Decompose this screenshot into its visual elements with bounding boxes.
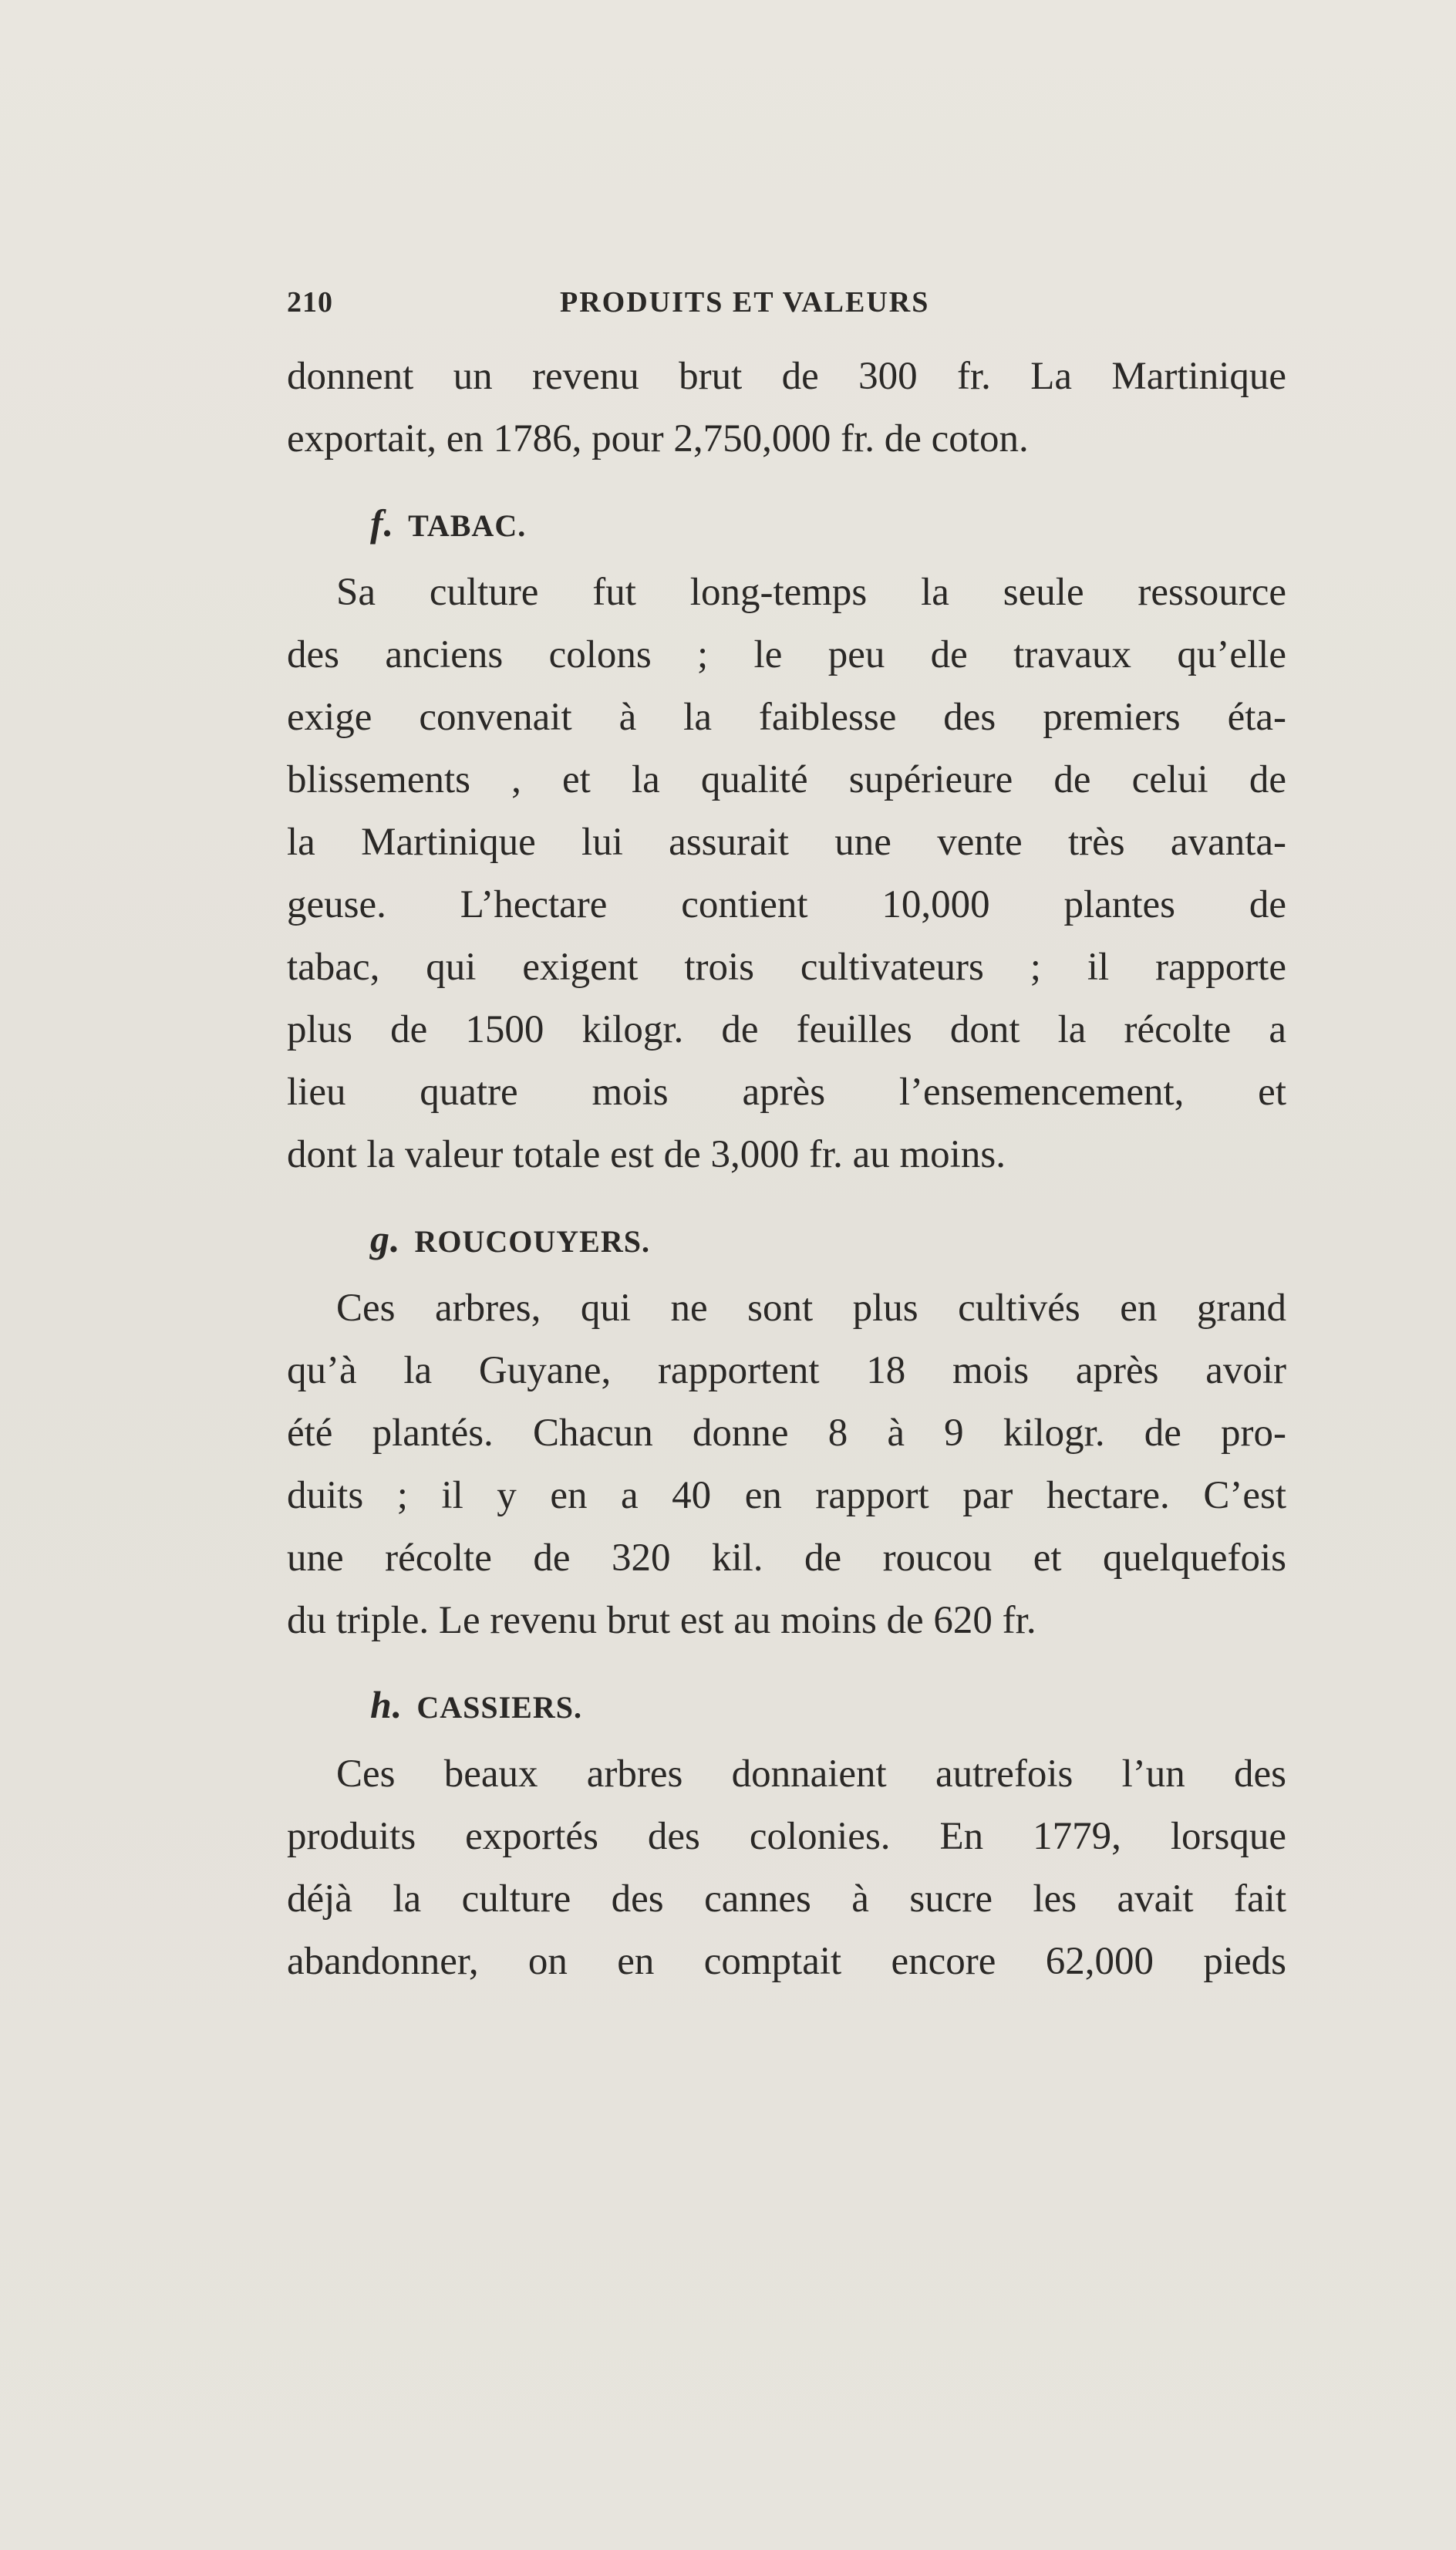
text-line: Sa culture fut long-temps la seule ressource [336, 571, 1286, 614]
section-letter: g. [370, 1217, 401, 1260]
section-letter: f. [370, 501, 395, 545]
text-line: déjà la culture des cannes à sucre les avait fait [287, 1877, 1286, 1921]
text-line: lieu quatre mois après l’ensemencement, et [287, 1071, 1286, 1114]
text-line: Ces beaux arbres donnaient autrefois l’un des [336, 1752, 1286, 1796]
text-line: tabac, qui exigent trois cultivateurs ; il rapporte [287, 946, 1286, 989]
text-line: exportait, en 1786, pour 2,750,000 fr. de coton. [287, 417, 1029, 460]
text-line: dont la valeur totale est de 3,000 fr. au moins. [287, 1133, 1006, 1176]
text-line: blissements , et la qualité supérieure de celui de [287, 758, 1286, 801]
section-title: TABAC. [408, 508, 527, 543]
text-line: geuse. L’hectare contient 10,000 plantes de [287, 883, 1286, 926]
section-heading-cassiers [287, 1669, 1286, 1740]
text-line: duits ; il y en a 40 en rapport par hectare. C’est [287, 1474, 1286, 1517]
section-heading-roucouyers [287, 1203, 1286, 1274]
text-line: abandonner, on en comptait encore 62,000 pieds [287, 1940, 1286, 1983]
text-line: exige convenait à la faiblesse des premiers éta- [287, 696, 1286, 739]
page-number: 210 [287, 286, 333, 319]
text-line: Ces arbres, qui ne sont plus cultivés en grand [336, 1287, 1286, 1330]
text-line: qu’à la Guyane, rapportent 18 mois après avoir [287, 1349, 1286, 1392]
section-title: ROUCOUYERS. [414, 1224, 650, 1259]
page-header [287, 285, 1289, 332]
text-line: été plantés. Chacun donne 8 à 9 kilogr. de pro- [287, 1412, 1286, 1455]
text-line: du triple. Le revenu brut est au moins de 620 fr. [287, 1599, 1036, 1642]
text-line: des anciens colons ; le peu de travaux qu’elle [287, 633, 1286, 676]
body-text [287, 346, 1286, 1993]
text-line: la Martinique lui assurait une vente très avanta- [287, 821, 1286, 864]
text-line: une récolte de 320 kil. de roucou et quelquefois [287, 1536, 1286, 1580]
text-line: produits exportés des colonies. En 1779, lorsque [287, 1815, 1286, 1858]
section-letter: h. [370, 1683, 403, 1726]
text-line: donnent un revenu brut de 300 fr. La Martinique [287, 355, 1286, 398]
section-heading-tabac [287, 487, 1286, 558]
text-line: plus de 1500 kilogr. de feuilles dont la récolte a [287, 1008, 1286, 1051]
running-title: PRODUITS ET VALEURS [560, 286, 930, 319]
section-title: CASSIERS. [416, 1690, 582, 1725]
